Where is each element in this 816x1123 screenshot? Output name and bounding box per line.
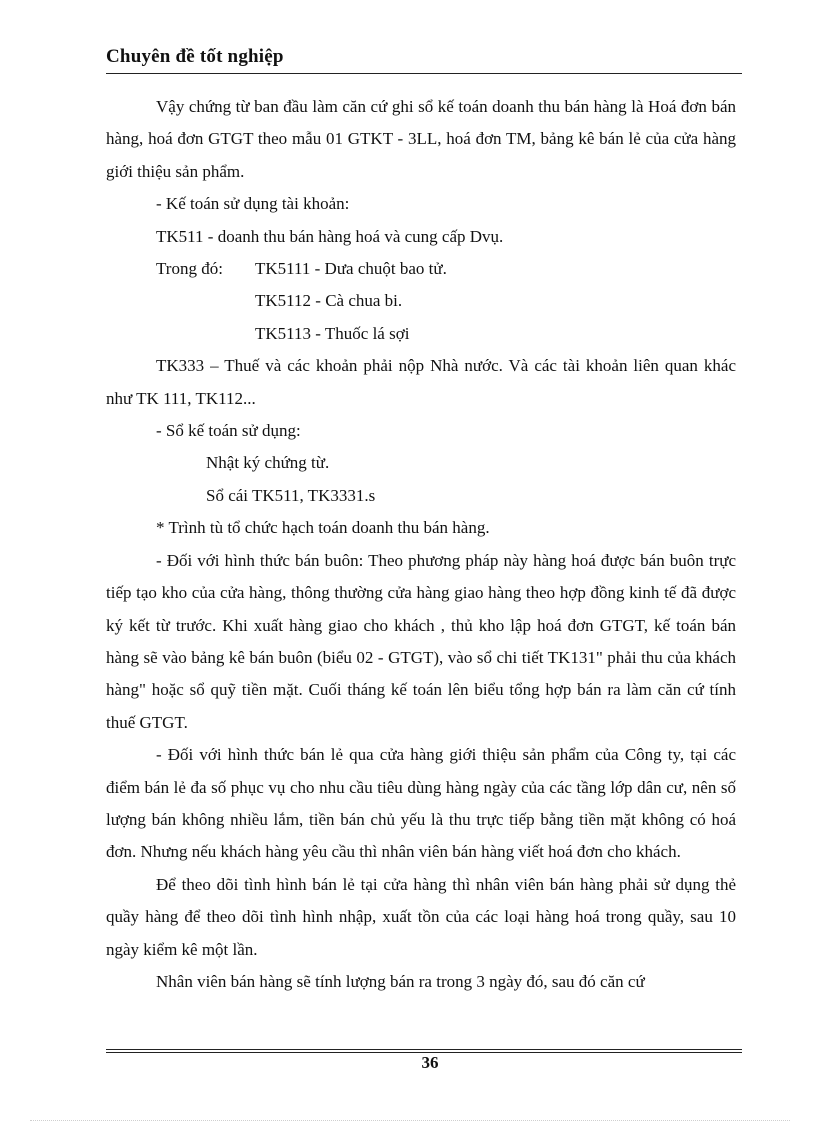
paragraph-books-heading: - Sổ kế toán sử dụng: [156, 421, 301, 441]
paragraph-tk5111-line [106, 253, 736, 285]
paragraph-tk511: TK511 - doanh thu bán hàng hoá và cung cấp Dvụ. [156, 226, 504, 246]
footer-divider-top [106, 1049, 742, 1050]
paragraph-sales-calc: Nhân viên bán hàng sẽ tính lượng bán ra trong 3 ngày đó, sau đó căn cứ [156, 971, 645, 991]
paragraph-tk5113: TK5113 - Thuốc lá sợi [255, 323, 410, 343]
in-which-label: Trong đó: [156, 259, 223, 279]
paragraph-journal: Nhật ký chứng từ. [206, 453, 330, 473]
page-header-title: Chuyên đề tốt nghiệp [106, 46, 284, 67]
header-divider [106, 73, 742, 74]
paragraph-source-documents: Vậy chứng từ ban đầu làm căn cứ ghi sổ kế toán doanh thu bán hàng là Hoá đơn bán hàng, hoá đơn GTGT theo mẫu 01 GTKT - 3LL, hoá đơn TM, bảng kê bán lẻ của cửa hàng giới thiệu sản phẩm. [106, 97, 736, 181]
page-edge-dotted-line [30, 1120, 790, 1121]
page-number: 36 [421, 1053, 439, 1072]
paragraph-tk5112: TK5112 - Cà chua bi. [255, 291, 403, 311]
paragraph-procedure-heading: * Trình tù tổ chức hạch toán doanh thu bán hàng. [156, 518, 490, 538]
paragraph-tk333: TK333 – Thuế và các khoản phải nộp Nhà nước. Và các tài khoản liên quan khác như TK 111, TK112... [106, 356, 736, 408]
paragraph-accounts-heading: - Kế toán sử dụng tài khoản: [156, 194, 350, 214]
tk5111-item: TK5111 - Dưa chuột bao tử. [255, 259, 447, 279]
paragraph-retail: - Đối với hình thức bán lẻ qua cửa hàng giới thiệu sản phẩm của Công ty, tại các điểm bán lẻ đa số phục vụ cho nhu cầu tiêu dùng hàng ngày của các tầng lớp dân cư, nên số lượng bán không nhiều lắm, tiền bán chủ yếu là thu trực tiếp bằng tiền mặt không có hoá đơn. Nhưng nếu khách hàng yêu cầu thì nhân viên bán hàng viết hoá đơn cho khách. [106, 745, 736, 862]
paragraph-ledger: Sổ cái TK511, TK3331.s [206, 485, 376, 505]
document-body [106, 91, 736, 998]
paragraph-monitoring: Để theo dõi tình hình bán lẻ tại cửa hàng thì nhân viên bán hàng phải sử dụng thẻ quầy hàng để theo dõi tình hình nhập, xuất tồn của các loại hàng hoá trong quầy, sau 10 ngày kiểm kê một lần. [106, 874, 736, 959]
paragraph-wholesale: - Đối với hình thức bán buôn: Theo phương pháp này hàng hoá được bán buôn trực tiếp tạo kho của cửa hàng, thông thường cửa hàng giao hàng theo hợp đồng kinh tế đã được ký kết từ trước. Khi xuất hàng giao cho khách , thủ kho lập hoá đơn GTGT, kế toán bán hàng sẽ vào bảng kê bán buôn (biểu 02 - GTGT), vào sổ chi tiết TK131" phải thu của khách hàng" hoặc sổ quỹ tiền mặt. Cuối tháng kế toán lên biểu tổng hợp bán ra làm căn cứ tính thuế GTGT. [106, 550, 736, 732]
